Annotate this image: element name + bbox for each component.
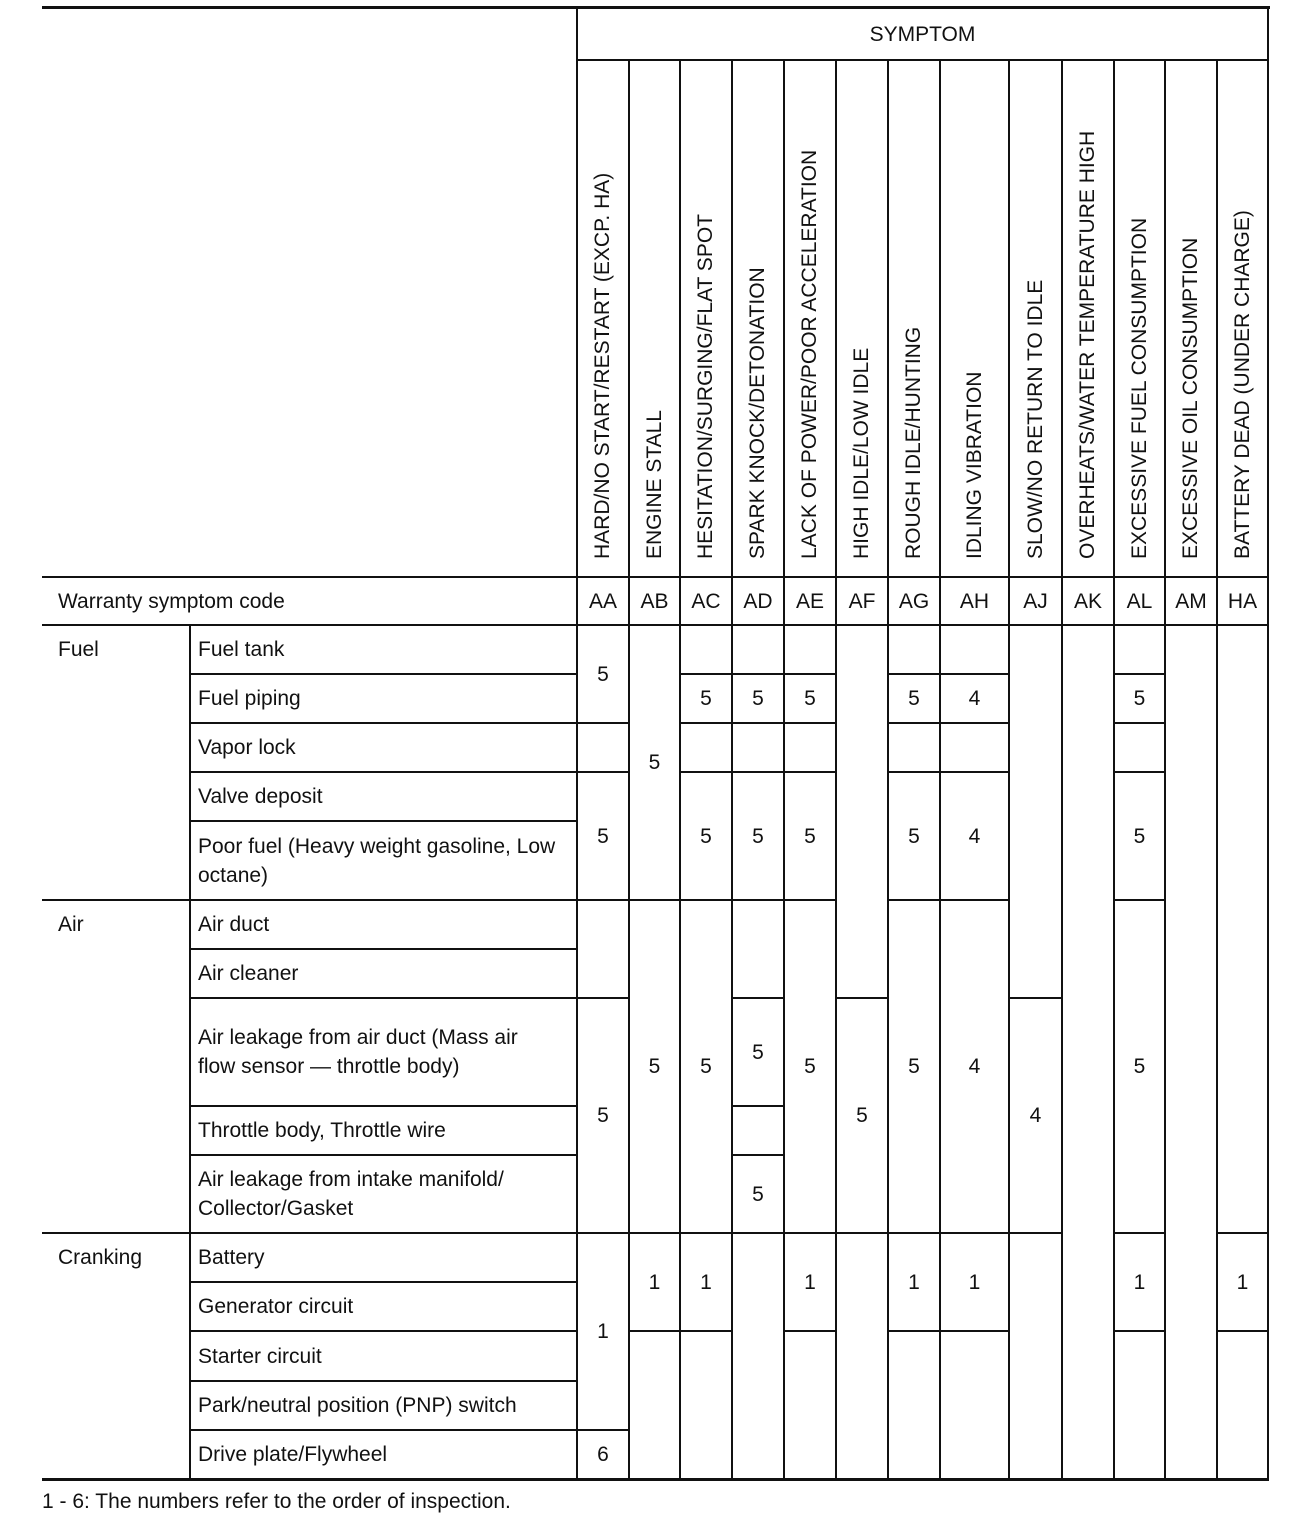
value-cell — [732, 625, 784, 674]
group-label: Fuel — [58, 638, 99, 661]
cell-border — [1114, 771, 1166, 773]
symptom-name: ENGINE STALL — [642, 410, 666, 559]
value-cell — [680, 625, 732, 674]
value-cell: 6 — [597, 1443, 609, 1466]
value-cell — [1009, 1233, 1062, 1479]
item-label: Drive plate/Flywheel — [198, 1443, 388, 1466]
item-label: Park/neutral position (PNP) switch — [198, 1394, 517, 1417]
item-label: Air leakage from intake manifold/ Collector/Gasket — [198, 1168, 504, 1220]
value-cell — [888, 1331, 940, 1479]
cell-border — [888, 771, 941, 773]
cell-border — [629, 1330, 681, 1332]
column-border — [679, 60, 681, 1479]
symptom-name: OVERHEATS/WATER TEMPERATURE HIGH — [1076, 130, 1099, 559]
cell-border — [784, 722, 837, 724]
value-cell — [1217, 1331, 1268, 1479]
cell-border — [680, 1232, 733, 1234]
cell-border — [732, 997, 785, 999]
symptom-area-left-border — [576, 8, 578, 1479]
value-cell — [836, 1233, 888, 1479]
symptom-code: AD — [743, 589, 773, 613]
symptom-name: SPARK KNOCK/DETONATION — [746, 267, 769, 559]
value-cell — [577, 900, 629, 998]
column-border — [1164, 60, 1166, 1479]
value-cell: 5 — [597, 1104, 609, 1127]
value-cell: 4 — [968, 824, 981, 848]
right-border-top — [1267, 8, 1269, 60]
symptom-name: HESITATION/SURGING/FLAT SPOT — [694, 214, 717, 559]
value-cell — [1062, 625, 1114, 1479]
value-cell — [888, 723, 940, 772]
cell-border — [940, 1232, 1010, 1234]
symptom-code: AA — [588, 589, 617, 613]
cell-border — [732, 899, 785, 901]
item-label: Battery — [198, 1246, 265, 1269]
item-label: Vapor lock — [198, 736, 296, 759]
value-cell: 5 — [752, 824, 764, 848]
value-cell: 5 — [752, 1182, 764, 1206]
symptom-name: IDLING VIBRATION — [962, 371, 986, 559]
column-border — [783, 60, 785, 1479]
value-cell: 5 — [1133, 1055, 1146, 1078]
cell-border — [577, 899, 630, 901]
value-cell: 5 — [752, 687, 764, 710]
table-bottom-border — [42, 1478, 1269, 1481]
value-cell: 5 — [597, 662, 609, 686]
value-cell: 5 — [1133, 824, 1146, 848]
cell-border — [732, 673, 785, 675]
row-border — [189, 1154, 577, 1156]
row-border — [189, 997, 577, 999]
cell-border — [1114, 673, 1166, 675]
value-cell: 5 — [700, 1055, 712, 1078]
cell-border — [577, 997, 630, 999]
symptom-code: AF — [848, 589, 876, 613]
cell-border — [732, 1105, 785, 1107]
symptom-code: AH — [959, 589, 990, 613]
cell-border — [680, 1330, 733, 1332]
cell-border — [940, 1330, 1010, 1332]
cell-border — [732, 1232, 785, 1234]
symptom-name: SLOW/NO RETURN TO IDLE — [1023, 279, 1047, 559]
item-label: Starter circuit — [198, 1344, 322, 1368]
value-cell — [577, 723, 629, 772]
value-cell — [940, 625, 1009, 674]
symptom-code: AJ — [1023, 589, 1048, 613]
item-label: Generator circuit — [198, 1295, 354, 1318]
row-border — [189, 820, 577, 822]
value-cell: 4 — [968, 687, 981, 710]
column-border — [939, 60, 941, 1479]
warranty-bottom-border — [42, 624, 1268, 626]
column-border — [1216, 60, 1218, 1479]
symptom-code: AG — [898, 589, 930, 613]
row-border — [42, 899, 577, 901]
cell-border — [836, 1232, 889, 1234]
value-cell: 5 — [700, 824, 712, 848]
value-cell — [1009, 625, 1062, 998]
cell-border — [940, 899, 1010, 901]
cell-border — [577, 1232, 630, 1234]
value-cell: 1 — [648, 1270, 661, 1294]
cell-border — [680, 899, 733, 901]
cell-border — [732, 771, 785, 773]
value-cell: 5 — [804, 824, 816, 848]
cell-border — [888, 899, 941, 901]
item-label: Throttle body, Throttle wire — [198, 1119, 446, 1142]
cell-border — [577, 722, 630, 724]
value-cell — [732, 723, 784, 772]
symptom-code: AB — [640, 589, 669, 613]
cell-border — [888, 1232, 941, 1234]
cell-border — [784, 1232, 837, 1234]
cell-border — [1217, 1330, 1269, 1332]
item-label: Valve deposit — [198, 785, 323, 808]
footnote: 1 - 6: The numbers refer to the order of inspection. — [42, 1490, 511, 1513]
symptom-header: SYMPTOM — [869, 22, 976, 46]
item-label: Fuel piping — [198, 687, 301, 710]
symptom-name: EXCESSIVE FUEL CONSUMPTION — [1127, 217, 1151, 559]
value-cell: 5 — [700, 687, 712, 710]
cell-border — [888, 673, 941, 675]
row-border — [189, 673, 577, 675]
cell-border — [680, 673, 733, 675]
value-cell — [732, 1233, 784, 1479]
cell-border — [1217, 1232, 1269, 1234]
value-cell — [888, 625, 940, 674]
row-border — [189, 1105, 577, 1107]
value-cell: 1 — [804, 1270, 816, 1294]
cell-border — [940, 722, 1010, 724]
symptom-code: AM — [1175, 589, 1207, 613]
column-border — [731, 60, 733, 1479]
warranty-label: Warranty symptom code — [58, 589, 285, 613]
value-cell: 5 — [908, 824, 920, 848]
symptom-name: LACK OF POWER/POOR ACCELERATION — [798, 149, 821, 559]
column-border — [628, 60, 630, 1479]
item-label: Poor fuel (Heavy weight gasoline, Low octane) — [198, 834, 556, 887]
symptom-code: AE — [795, 589, 824, 613]
value-cell — [1114, 723, 1165, 772]
column-border — [1267, 60, 1269, 1479]
item-label: Air duct — [198, 913, 270, 936]
cell-border — [784, 899, 837, 901]
value-cell — [784, 723, 836, 772]
column-border — [1061, 60, 1063, 1479]
value-cell: 1 — [1133, 1270, 1146, 1294]
row-border — [189, 771, 577, 773]
item-label: Fuel tank — [198, 638, 285, 661]
cell-border — [1114, 1232, 1166, 1234]
value-cell: 5 — [648, 1055, 661, 1078]
symptom-name: ROUGH IDLE/HUNTING — [902, 326, 925, 559]
value-cell — [940, 1331, 1009, 1479]
cell-border — [629, 899, 681, 901]
cell-border — [577, 771, 630, 773]
value-cell: 5 — [908, 1055, 920, 1078]
cell-border — [732, 1154, 785, 1156]
value-cell — [1165, 625, 1217, 1479]
value-cell: 5 — [1133, 687, 1146, 710]
cell-border — [784, 771, 837, 773]
value-cell: 5 — [648, 751, 661, 774]
row-border — [189, 1429, 577, 1431]
table-top-border — [42, 6, 1270, 9]
value-cell — [1114, 1331, 1165, 1479]
symptom-name: HIGH IDLE/LOW IDLE — [850, 347, 873, 559]
value-cell — [629, 1331, 680, 1479]
cell-border — [836, 997, 889, 999]
symptom-name: BATTERY DEAD (UNDER CHARGE) — [1230, 210, 1254, 559]
value-cell: 1 — [700, 1270, 712, 1294]
column-border — [887, 60, 889, 1479]
item-column-border — [189, 625, 191, 1479]
symptom-code: AL — [1126, 589, 1153, 613]
value-cell: 5 — [856, 1104, 868, 1127]
row-border — [42, 1232, 577, 1234]
symptom-code: AK — [1073, 589, 1102, 613]
group-label: Air — [58, 913, 84, 936]
value-cell — [1217, 625, 1268, 1233]
symptom-name: HARD/NO START/RESTART (EXCP. HA) — [591, 172, 614, 559]
cell-border — [888, 1330, 941, 1332]
cell-border — [732, 722, 785, 724]
value-cell: 5 — [752, 1040, 764, 1064]
symptom-name: EXCESSIVE OIL CONSUMPTION — [1179, 237, 1202, 559]
cell-border — [577, 1429, 630, 1431]
group-label: Cranking — [58, 1246, 143, 1269]
value-cell — [784, 625, 836, 674]
cell-border — [629, 1232, 681, 1234]
value-cell: 1 — [597, 1320, 609, 1343]
cell-border — [784, 1330, 837, 1332]
value-cell — [784, 1331, 836, 1479]
item-label: Air cleaner — [198, 962, 299, 985]
value-cell: 5 — [804, 687, 816, 710]
cell-border — [940, 673, 1010, 675]
value-cell — [680, 723, 732, 772]
cell-border — [888, 722, 941, 724]
row-border — [189, 1380, 577, 1382]
row-border — [189, 948, 577, 950]
value-cell: 5 — [804, 1055, 816, 1078]
value-cell — [732, 900, 784, 998]
cell-border — [940, 771, 1010, 773]
row-border — [189, 1281, 577, 1283]
cell-border — [680, 722, 733, 724]
cell-border — [1009, 997, 1063, 999]
symptom-code: HA — [1227, 589, 1258, 613]
column-border — [835, 60, 837, 1479]
value-cell — [732, 1106, 784, 1155]
row-border — [189, 722, 577, 724]
value-cell: 1 — [1236, 1270, 1249, 1294]
column-border — [1113, 60, 1115, 1479]
value-cell — [940, 723, 1009, 772]
value-cell: 5 — [597, 824, 609, 848]
value-cell: 1 — [908, 1270, 920, 1294]
cell-border — [1009, 1232, 1063, 1234]
value-cell — [1114, 625, 1165, 674]
value-cell — [680, 1331, 732, 1479]
value-cell — [836, 625, 888, 998]
item-label: Air leakage from air duct (Mass air flow sensor — throttle body) — [198, 1026, 518, 1078]
cell-border — [680, 771, 733, 773]
cell-border — [1114, 1330, 1166, 1332]
value-cell: 4 — [968, 1055, 981, 1078]
symptom-code: AC — [691, 589, 721, 613]
cell-border — [784, 673, 837, 675]
value-cell: 4 — [1029, 1104, 1042, 1127]
column-border — [1008, 60, 1010, 1479]
header-bottom-border — [42, 576, 1268, 578]
cell-border — [1114, 722, 1166, 724]
value-cell: 1 — [968, 1270, 981, 1294]
value-cell: 5 — [908, 687, 920, 710]
cell-border — [1114, 899, 1166, 901]
row-border — [189, 1330, 577, 1332]
